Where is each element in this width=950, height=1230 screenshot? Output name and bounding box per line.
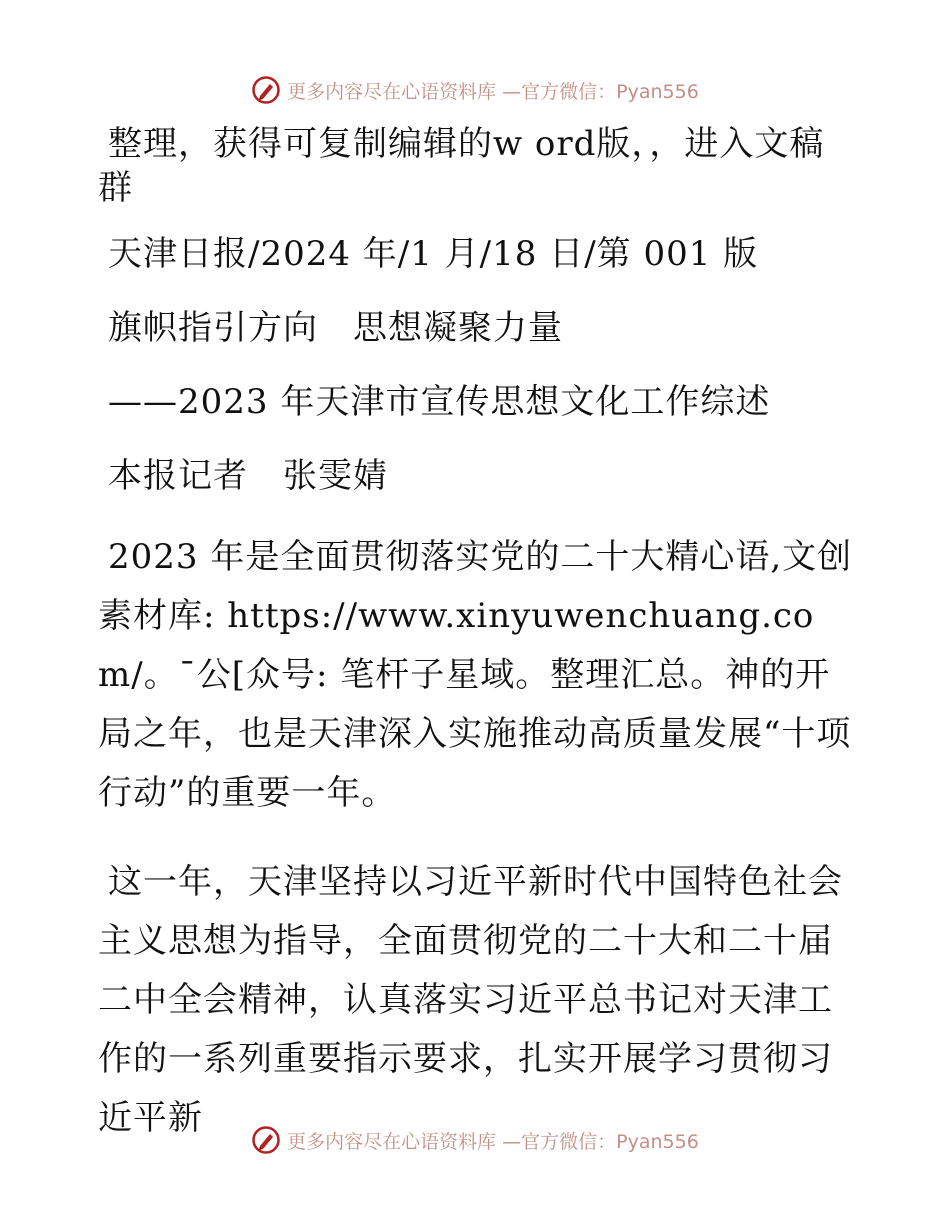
watermark-main-text: 更多内容尽在心语资料库 [287,80,497,103]
watermark-wechat-text: —官方微信：Pyan556 [502,1130,699,1153]
author-line: 本报记者 张雯婧 [108,456,388,496]
article-subtitle: ——2023 年天津市宣传思想文化工作综述 [108,382,771,422]
pen-circle-icon [251,75,281,105]
body-paragraph-1: 2023 年是全面贯彻落实党的二十大精心语,文创素材库: https://www.xinyuwenchuang.com/。¯公[众号: 笔杆子星域。整理汇总。神的开局之年，也是天津深入实施推动高质量发展“十项行动”的重要一年。 [98,537,853,813]
intro-line: 整理，获得可复制编辑的w ord版，，进入文稿群 [98,124,825,208]
article-title: 旗帜指引方向 思想凝聚力量 [108,308,563,348]
pen-circle-icon [251,1125,281,1155]
watermark-banner [251,75,699,105]
source-line: 天津日报/2024 年/1 月/18 日/第 001 版 [108,234,759,274]
watermark-main-text: 更多内容尽在心语资料库 [287,1130,497,1153]
document-body [98,122,858,1148]
watermark-banner [251,1125,699,1155]
page-header-watermark [0,70,950,110]
body-paragraph-2: 这一年，天津坚持以习近平新时代中国特色社会主义思想为指导，全面贯彻党的二十大和二十届二中全会精神，认真落实习近平总书记对天津工作的一系列重要指示要求，扎实开展学习贯彻习近平新 [98,862,843,1138]
watermark-wechat-text: —官方微信：Pyan556 [502,80,699,103]
page-footer-watermark [0,1120,950,1160]
